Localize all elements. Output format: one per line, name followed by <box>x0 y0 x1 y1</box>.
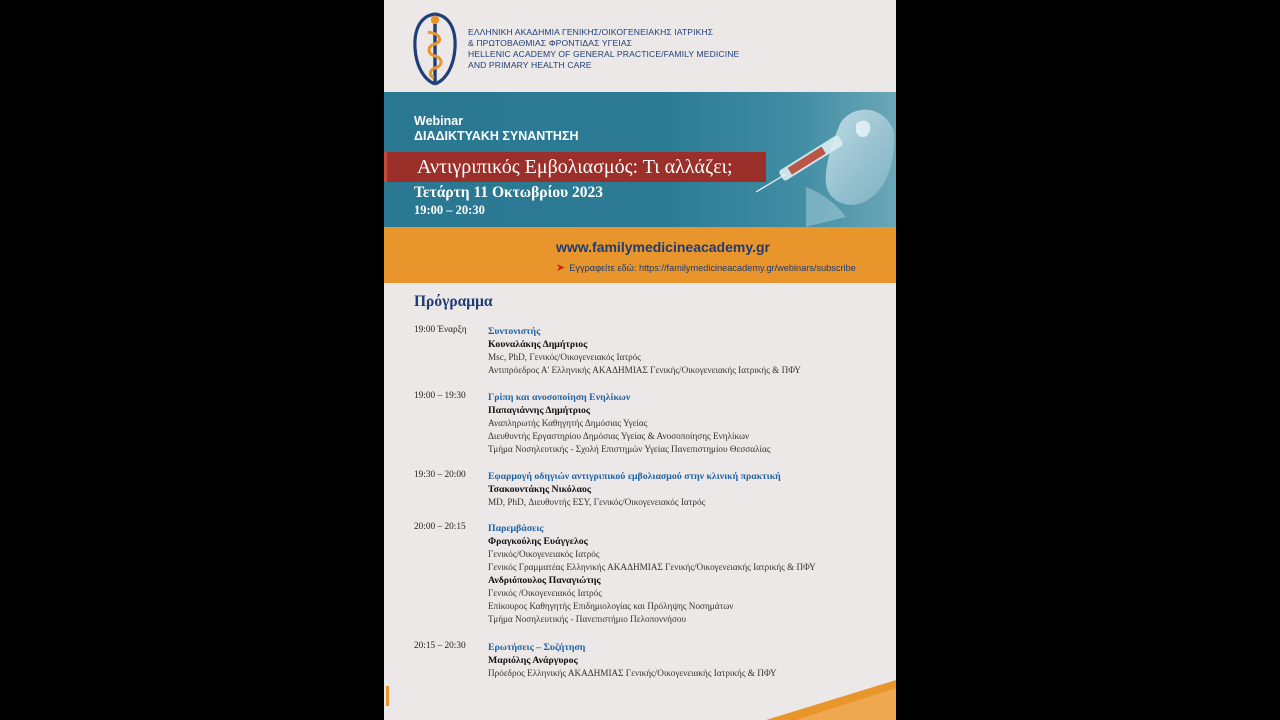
event-title: Αντιγριπικός Εμβολιασμός: Τι αλλάζει; <box>417 156 733 178</box>
decorative-corner <box>746 680 896 720</box>
title-box <box>384 152 766 182</box>
website-link[interactable]: www.familymedicineacademy.gr <box>556 239 770 255</box>
vaccine-syringe-illustration <box>746 92 896 227</box>
event-time: 19:00 – 20:30 <box>414 203 485 217</box>
register-label: Εγγραφείτε εδώ: <box>569 263 637 273</box>
session-title: Γρίπη και ανοσοποίηση Ενηλίκων <box>488 392 631 403</box>
speaker-credential: Διευθυντής Εργαστηρίου Δημόσιας Υγείας & Ανοσοποίησης Ενηλίκων <box>488 431 750 441</box>
speaker-name: Φραγκούλης Ευάγγελος <box>488 536 588 547</box>
links-band <box>384 227 896 283</box>
session-title: Εφαρμογή οδηγιών αντιγριπικού εμβολιασμού στην κλινική πρακτική <box>488 471 781 482</box>
session-time: 19:30 – 20:00 <box>414 470 466 480</box>
session-time: 19:00 – 19:30 <box>414 391 466 401</box>
program-heading: Πρόγραμμα <box>414 293 493 310</box>
webinar-label: Webinar <box>414 114 464 128</box>
arrow-right-icon: ➤ <box>556 262 566 274</box>
session-title: Ερωτήσεις – Συζήτηση <box>488 642 586 653</box>
speaker-credential: MD, PhD, Διευθυντής ΕΣΥ, Γενικός/Οικογενειακός Ιατρός <box>488 497 706 507</box>
event-banner <box>384 92 896 227</box>
event-date: Τετάρτη 11 Οκτωβρίου 2023 <box>414 184 604 201</box>
org-english-line-1: HELLENIC ACADEMY OF GENERAL PRACTICE/FAMILY MEDICINE <box>468 49 740 59</box>
session-title: Συντονιστής <box>488 326 541 337</box>
register-line <box>556 261 856 274</box>
webinar-greek-label: ΔΙΑΔΙΚΤΥΑΚΗ ΣΥΝΑΝΤΗΣΗ <box>414 129 579 143</box>
speaker-name: Μαριόλης Ανάργυρος <box>488 655 578 666</box>
header <box>384 0 896 92</box>
speaker-credential: Msc, PhD, Γενικός/Οικογενειακός Ιατρός <box>488 352 641 362</box>
webinar-poster <box>384 0 896 720</box>
speaker-credential: Πρόεδρος Ελληνικής ΑΚΑΔΗΜΙΑΣ Γενικής/Οικογενειακής Ιατρικής & ΠΦΥ <box>488 668 777 678</box>
register-url-link[interactable]: https://familymedicineacademy.gr/webinars/subscribe <box>638 263 856 273</box>
speaker-credential: Επίκουρος Καθηγητής Επιδημιολογίας και Πρόληψης Νοσημάτων <box>488 601 734 611</box>
session-time: 20:00 – 20:15 <box>414 522 466 532</box>
speaker-name: Παπαγιάννης Δημήτριος <box>488 405 591 416</box>
speaker-name: Ανδριόπουλος Παναγιώτης <box>488 575 601 586</box>
speaker-credential: Τμήμα Νοσηλευτικής - Πανεπιστήμιο Πελοποννήσου <box>488 614 687 624</box>
decorative-stripe <box>386 686 389 706</box>
caduceus-icon <box>412 10 458 88</box>
org-english-line-2: AND PRIMARY HEALTH CARE <box>468 60 592 70</box>
speaker-name: Τσακουντάκης Νικόλαος <box>488 484 592 495</box>
org-greek-line-1: ΕΛΛΗΝΙΚΗ ΑΚΑΔΗΜΙΑ ΓΕΝΙΚΗΣ/ΟΙΚΟΓΕΝΕΙΑΚΗΣ ΙΑΤΡΙΚΗΣ <box>468 27 714 37</box>
org-greek-line-2: & ΠΡΩΤΟΒΑΘΜΙΑΣ ΦΡΟΝΤΙΔΑΣ ΥΓΕΙΑΣ <box>468 38 633 48</box>
speaker-credential: Τμήμα Νοσηλευτικής - Σχολή Επιστημών Υγείας Πανεπιστημίου Θεσσαλίας <box>488 444 771 454</box>
session-title: Παρεμβάσεις <box>488 523 544 534</box>
speaker-credential: Αναπληρωτής Καθηγητής Δημόσιας Υγείας <box>488 418 648 428</box>
session-time: 20:15 – 20:30 <box>414 641 466 651</box>
organization-name <box>468 27 739 71</box>
speaker-name: Κουναλάκης Δημήτριος <box>488 339 588 350</box>
speaker-credential: Γενικός/Οικογενειακός Ιατρός <box>488 549 600 559</box>
speaker-credential: Γενικός Γραμματέας Ελληνικής ΑΚΑΔΗΜΙΑΣ Γενικής/Οικογενειακής Ιατρικής & ΠΦΥ <box>488 562 816 572</box>
session-time: 19:00 Έναρξη <box>414 325 467 335</box>
speaker-credential: Αντιπρόεδρος Α' Ελληνικής ΑΚΑΔΗΜΙΑΣ Γενικής/Οικογενειακής Ιατρικής & ΠΦΥ <box>488 365 801 375</box>
speaker-credential: Γενικός /Οικογενειακός Ιατρός <box>488 588 602 598</box>
